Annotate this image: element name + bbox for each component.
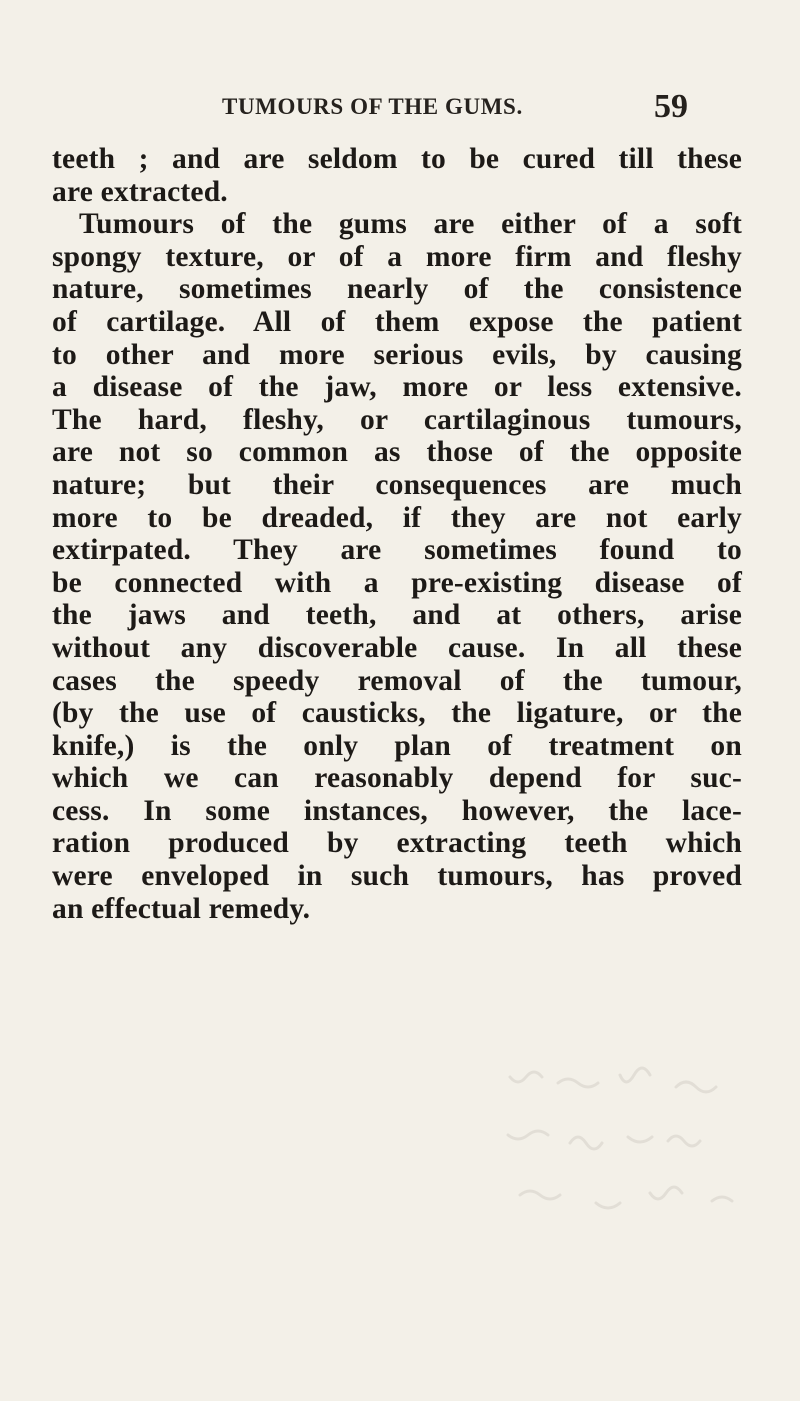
text-line: were enveloped in such tumours, has proved [52,860,742,893]
text-line: the jaws and teeth, and at others, arise [52,599,742,632]
running-title: TUMOURS OF THE GUMS. [222,94,523,119]
text-line: nature, sometimes nearly of the consistence [52,273,742,306]
text-line: are extracted. [52,175,228,208]
page-number: 59 [654,88,688,125]
text-line: a disease of the jaw, more or less extensive. [52,371,742,404]
text-line: nature; but their consequences are much [52,468,742,501]
text-line: spongy texture, or of a more firm and fleshy [52,240,742,273]
text-line: to other and more serious evils, by causing [52,338,742,371]
text-line: cess. In some instances, however, the lace- [52,794,742,827]
body-text [52,143,742,925]
text-line: more to be dreaded, if they are not early [52,501,742,534]
text-line: cases the speedy removal of the tumour, [52,664,742,697]
text-line: teeth ; and are seldom to be cured till these [52,143,742,175]
text-line: which we can reasonably depend for suc- [52,762,742,795]
text-line: be connected with a pre-existing disease of [52,566,742,599]
text-line: are not so common as those of the opposite [52,436,742,469]
text-line: extirpated. They are sometimes found to [52,534,742,567]
text-line: The hard, fleshy, or cartilaginous tumours, [52,403,742,436]
text-line: knife,) is the only plan of treatment on [52,729,742,762]
text-line: of cartilage. All of them expose the patient [52,305,742,338]
text-line: an effectual remedy. [52,892,311,925]
text-line: ration produced by extracting teeth which [52,827,742,860]
show-through-texture [500,1065,780,1245]
text-line: Tumours of the gums are either of a soft [79,208,742,241]
text-line: (by the use of causticks, the ligature, or the [52,697,742,730]
running-head [222,88,688,128]
text-line: without any discoverable cause. In all these [52,631,742,664]
